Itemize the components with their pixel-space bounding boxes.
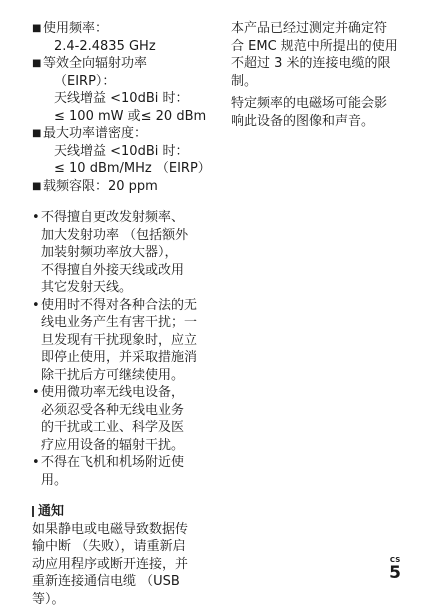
bullet-item [32,209,212,297]
language-code: CS [389,556,401,564]
bullet-dot-icon: • [32,385,40,400]
bullet-list [32,209,212,489]
note-line: 动应用程序或断开连接，并 [32,556,189,572]
note-line: 等）。 [32,591,65,607]
spec-line: （EIRP）： [54,73,116,89]
right-column [231,20,401,130]
spec-line: 使用频率： [43,21,109,36]
paragraph-line: 特定频率的电磁场可能会影 [231,96,388,111]
spec-line: 天线增益 <10dBi 时： [54,143,189,159]
note-line: 重新连接通信电缆 （USB [32,574,180,589]
spec-item [32,125,212,178]
spec-line: ≤ 10 dBm/MHz （EIRP） [54,161,211,176]
page-number: 5 [389,563,401,583]
note-line: 输中断 （失败），请重新启 [32,539,186,554]
paragraph-line: 合 EMC 规范中所提出的使用 [231,38,398,54]
spec-line: 等效全向辐射功率 [43,56,148,71]
paragraph-line: 响此设备的图像和声音。 [231,113,375,129]
bullet-line: 除干扰后方可继续使用。 [41,367,185,383]
bullet-line: 用。 [41,472,68,488]
spec-line: 载频容限：20 ppm [43,178,158,194]
square-bullet-icon: ■ [32,23,42,34]
bullet-line: 必须忍受各种无线电业务 [41,402,185,418]
page-footer [389,556,401,582]
square-bullet-icon: ■ [32,58,42,69]
bullet-line: 使用时不得对各种合法的无 [41,297,198,313]
bullet-line: 旦发现有干扰现象时，应立 [41,332,198,348]
note-heading-text: 通知 [38,504,65,519]
bullet-item [32,297,212,385]
bullet-line: 线电业务产生有害干扰；一 [41,315,198,330]
bullet-line: 不得擅自外接天线或改用 [41,262,185,278]
spec-item [32,20,212,55]
bullet-item [32,454,212,489]
bullet-line: 不得在飞机和机场附近使 [41,455,185,470]
spec-line: 天线增益 <10dBi 时： [54,91,189,106]
paragraph-line: 不超过 3 米的连接电缆的限 [231,56,391,71]
em-field-paragraph [231,95,401,130]
note-heading [32,503,212,521]
spec-item [32,55,212,125]
bullet-line: 即停止使用，并采取措施消 [41,350,198,365]
bullet-line: 的干扰或工业、科学及医 [41,420,185,435]
note-line: 如果静电或电磁导致数据传 [32,521,189,537]
left-column [32,20,212,608]
bullet-dot-icon: • [32,297,40,313]
spec-item [32,178,212,196]
paragraph-line: 制。 [231,73,258,89]
spec-list [32,20,212,195]
bullet-line: 加装射频功率放大器）， [41,245,178,260]
bullet-dot-icon: • [32,455,40,470]
emc-paragraph [231,20,401,90]
spec-line: 2.4-2.4835 GHz [54,38,156,54]
note-text [32,521,212,609]
spec-line: ≤ 100 mW 或≤ 20 dBm [54,108,207,124]
bullet-line: 不得擅自更改发射频率、 [41,210,185,225]
bullet-dot-icon: • [32,210,40,225]
spec-line: 最大功率谱密度： [43,126,148,141]
square-bullet-icon: ■ [32,128,42,139]
bullet-line: 其它发射天线。 [41,280,133,295]
note-bar-icon [32,506,34,517]
paragraph-line: 本产品已经过测定并确定符 [231,21,388,36]
bullet-line: 加大发射功率 （包括额外 [41,227,189,243]
bullet-line: 疗应用设备的辐射干扰。 [41,437,185,453]
bullet-line: 使用微功率无线电设备， [41,385,185,400]
square-bullet-icon: ■ [32,180,42,192]
bullet-item [32,384,212,454]
